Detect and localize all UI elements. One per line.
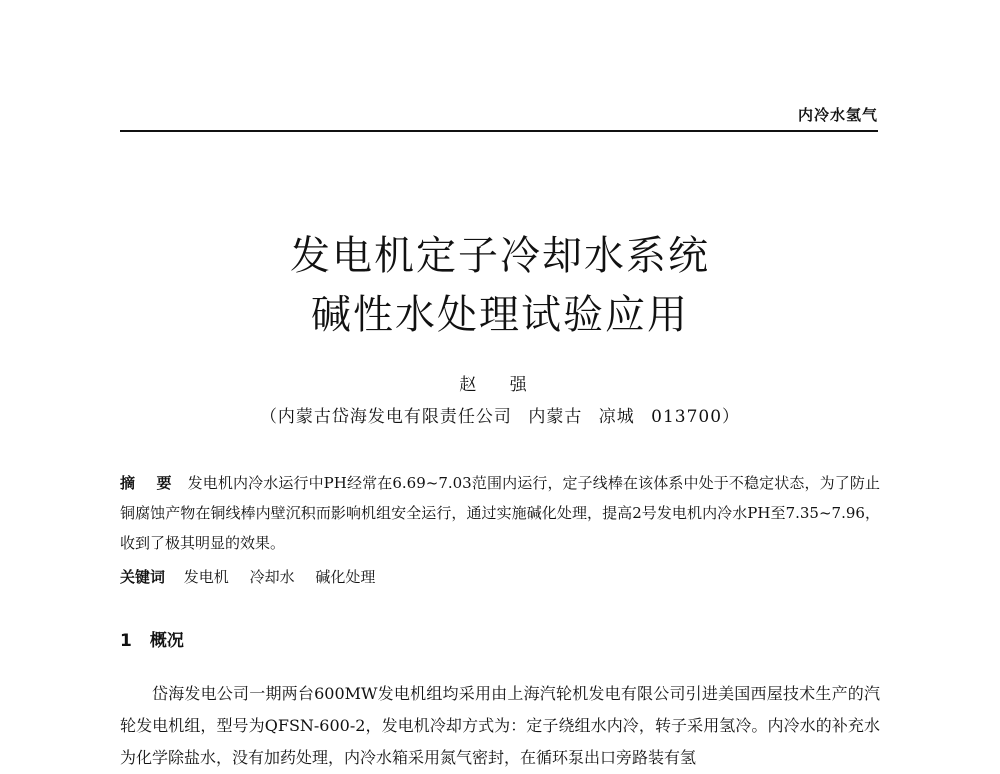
abstract (120, 468, 880, 558)
author-name: 赵 强 (459, 375, 541, 395)
abstract-heading: 摘 要 (120, 474, 180, 492)
paper-title-line-1: 发电机定子冷却水系统 (290, 233, 710, 279)
author-affiliation: （内蒙古岱海发电有限责任公司 内蒙古 凉城 013700） (259, 407, 741, 427)
keyword-item: 冷却水 (249, 568, 295, 586)
keywords (120, 566, 391, 587)
section-heading (120, 626, 184, 651)
section-title: 概况 (149, 631, 184, 651)
running-header: 内冷水氢气 (797, 106, 878, 124)
paper-title-line-2: 碱性水处理试验应用 (311, 292, 689, 338)
keywords-heading: 关键词 (120, 568, 166, 586)
header-rule (120, 130, 878, 132)
body-paragraph: 岱海发电公司一期两台600MW发电机组均采用由上海汽轮机发电有限公司引进美国西屋技术生产的汽轮发电机组，型号为QFSN-600-2，发电机冷却方式为：定子绕组水内冷，转子采用氢冷。内冷水的补充水为化学除盐水，没有加药处理，内冷水箱采用氮气密封，在循环泵出口旁路装有氢 (120, 684, 880, 767)
section-number: 1 (120, 631, 132, 651)
keyword-item: 碱化处理 (315, 568, 376, 586)
abstract-text: 发电机内冷水运行中PH经常在6.69~7.03范围内运行，定子线棒在该体系中处于不稳定状态，为了防止铜腐蚀产物在铜线棒内壁沉积而影响机组安全运行，通过实施碱化处理，提高2号发电机内冷水PH至7.35~7.96，收到了极其明显的效果。 (120, 474, 880, 552)
keyword-item: 发电机 (183, 568, 229, 586)
